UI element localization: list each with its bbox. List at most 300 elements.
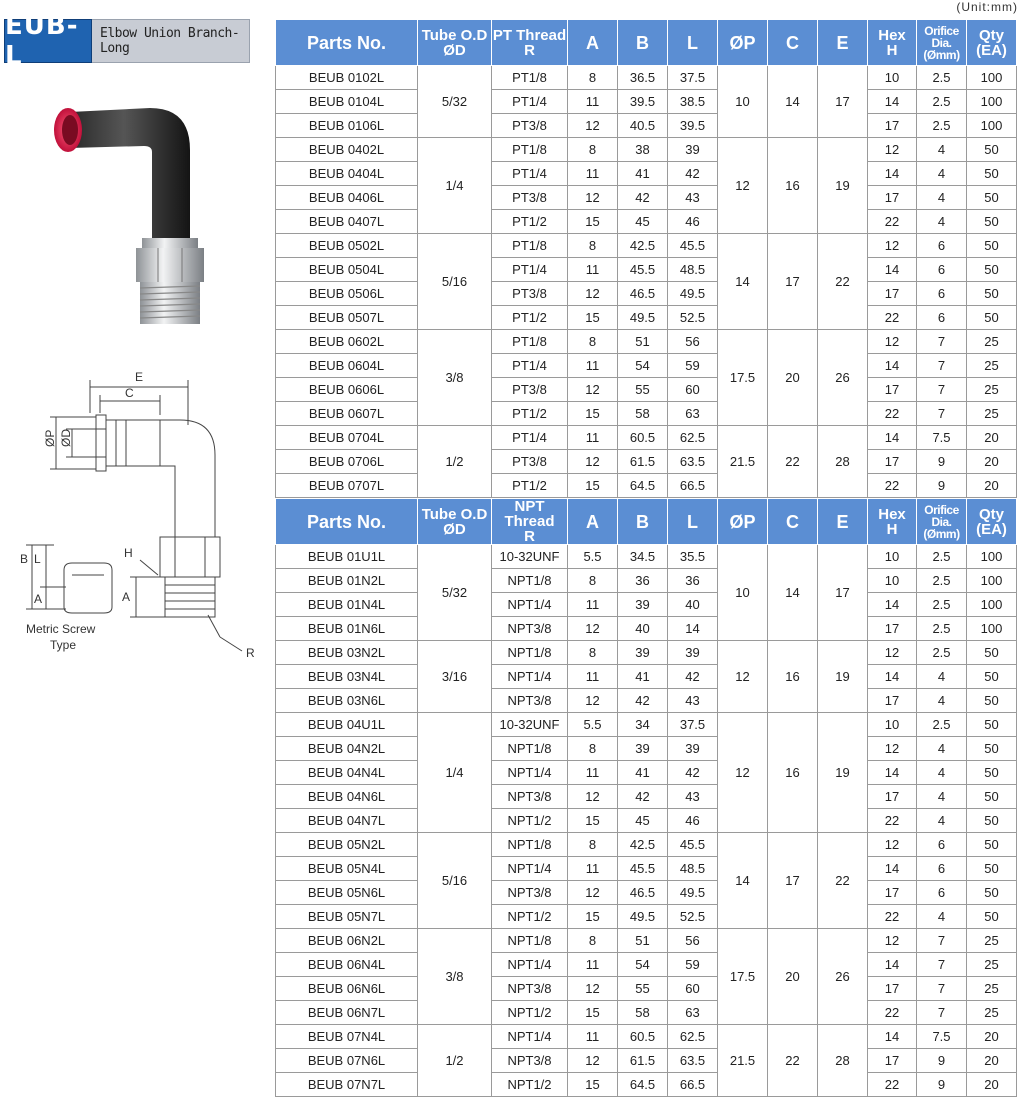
- table-row: [276, 210, 1017, 234]
- cell-thread: PT3/8: [492, 378, 568, 402]
- cell-b: 42.5: [618, 833, 668, 857]
- cell-p: 17.5: [718, 929, 768, 1025]
- cell-a: 15: [568, 402, 618, 426]
- cell-orifice: 2.5: [917, 90, 967, 114]
- cell-l: 56: [668, 929, 718, 953]
- cell-orifice: 7: [917, 929, 967, 953]
- cell-orifice: 4: [917, 809, 967, 833]
- cell-hex: 12: [868, 138, 917, 162]
- cell-qty: 50: [967, 138, 1017, 162]
- cell-hex: 17: [868, 282, 917, 306]
- cell-part-no: BEUB 0504L: [276, 258, 418, 282]
- cell-b: 55: [618, 977, 668, 1001]
- cell-b: 55: [618, 378, 668, 402]
- cell-thread: PT1/2: [492, 306, 568, 330]
- cell-p: 12: [718, 641, 768, 713]
- dim-label-a-right: A: [122, 590, 131, 604]
- cell-hex: 22: [868, 1073, 917, 1097]
- table-row: [276, 450, 1017, 474]
- cell-l: 14: [668, 617, 718, 641]
- cell-qty: 50: [967, 737, 1017, 761]
- cell-l: 43: [668, 785, 718, 809]
- cell-l: 39.5: [668, 114, 718, 138]
- cell-p: 12: [718, 138, 768, 234]
- cell-hex: 22: [868, 402, 917, 426]
- cell-l: 42: [668, 665, 718, 689]
- cell-part-no: BEUB 07N6L: [276, 1049, 418, 1073]
- cell-part-no: BEUB 04N4L: [276, 761, 418, 785]
- cell-a: 11: [568, 426, 618, 450]
- cell-hex: 14: [868, 162, 917, 186]
- cell-b: 61.5: [618, 450, 668, 474]
- cell-p: 17.5: [718, 330, 768, 426]
- cell-thread: NPT1/8: [492, 929, 568, 953]
- cell-l: 35.5: [668, 545, 718, 569]
- cell-e: 17: [818, 545, 868, 641]
- cell-orifice: 6: [917, 306, 967, 330]
- cell-a: 12: [568, 617, 618, 641]
- cell-orifice: 2.5: [917, 593, 967, 617]
- cell-orifice: 6: [917, 857, 967, 881]
- dim-label-c: C: [125, 386, 134, 400]
- col-header-orifice: Orifice Dia. (Ømm): [917, 499, 967, 545]
- cell-qty: 20: [967, 450, 1017, 474]
- cell-qty: 25: [967, 378, 1017, 402]
- cell-p: 10: [718, 66, 768, 138]
- cell-qty: 100: [967, 593, 1017, 617]
- cell-thread: PT1/8: [492, 330, 568, 354]
- cell-e: 28: [818, 426, 868, 498]
- dim-label-a-left: A: [34, 592, 43, 606]
- cell-tube-od: 5/16: [418, 833, 492, 929]
- cell-orifice: 6: [917, 258, 967, 282]
- cell-qty: 100: [967, 569, 1017, 593]
- cell-thread: PT1/2: [492, 402, 568, 426]
- cell-part-no: BEUB 0506L: [276, 282, 418, 306]
- cell-thread: NPT1/4: [492, 953, 568, 977]
- cell-hex: 17: [868, 1049, 917, 1073]
- cell-hex: 22: [868, 1001, 917, 1025]
- cell-l: 63: [668, 402, 718, 426]
- cell-e: 17: [818, 66, 868, 138]
- cell-qty: 100: [967, 90, 1017, 114]
- table-row: [276, 761, 1017, 785]
- cell-e: 26: [818, 330, 868, 426]
- cell-l: 48.5: [668, 258, 718, 282]
- cell-c: 20: [768, 330, 818, 426]
- cell-a: 5.5: [568, 713, 618, 737]
- col-header-qty: Qty (EA): [967, 20, 1017, 66]
- cell-thread: NPT1/8: [492, 737, 568, 761]
- product-title-block: [4, 11, 250, 71]
- cell-e: 26: [818, 929, 868, 1025]
- cell-c: 16: [768, 138, 818, 234]
- dim-label-h: H: [124, 546, 133, 560]
- cell-thread: NPT1/4: [492, 761, 568, 785]
- cell-hex: 12: [868, 833, 917, 857]
- table-row: [276, 426, 1017, 450]
- cell-a: 8: [568, 138, 618, 162]
- cell-a: 12: [568, 1049, 618, 1073]
- cell-l: 37.5: [668, 66, 718, 90]
- cell-l: 36: [668, 569, 718, 593]
- cell-part-no: BEUB 06N7L: [276, 1001, 418, 1025]
- col-header-p: ØP: [718, 20, 768, 66]
- cell-orifice: 7.5: [917, 426, 967, 450]
- unit-note: (Unit:mm): [956, 0, 1018, 14]
- table-row: [276, 258, 1017, 282]
- cell-thread: NPT3/8: [492, 617, 568, 641]
- col-header-l: L: [668, 499, 718, 545]
- cell-tube-od: 3/16: [418, 641, 492, 713]
- cell-b: 49.5: [618, 306, 668, 330]
- cell-a: 12: [568, 450, 618, 474]
- cell-qty: 50: [967, 258, 1017, 282]
- cell-part-no: BEUB 04U1L: [276, 713, 418, 737]
- cell-qty: 50: [967, 306, 1017, 330]
- cell-orifice: 9: [917, 474, 967, 498]
- cell-orifice: 4: [917, 186, 967, 210]
- cell-b: 39: [618, 737, 668, 761]
- cell-hex: 14: [868, 857, 917, 881]
- cell-tube-od: 5/32: [418, 545, 492, 641]
- cell-a: 12: [568, 114, 618, 138]
- cell-b: 49.5: [618, 905, 668, 929]
- cell-part-no: BEUB 0102L: [276, 66, 418, 90]
- cell-b: 64.5: [618, 1073, 668, 1097]
- cell-hex: 14: [868, 90, 917, 114]
- cell-b: 36.5: [618, 66, 668, 90]
- cell-hex: 14: [868, 426, 917, 450]
- dimension-drawing: [20, 365, 270, 685]
- cell-tube-od: 5/32: [418, 66, 492, 138]
- cell-part-no: BEUB 06N4L: [276, 953, 418, 977]
- cell-orifice: 6: [917, 881, 967, 905]
- cell-thread: NPT1/2: [492, 1001, 568, 1025]
- cell-orifice: 4: [917, 665, 967, 689]
- table-row: [276, 641, 1017, 665]
- col-header-parts: Parts No.: [276, 20, 418, 66]
- cell-hex: 10: [868, 569, 917, 593]
- cell-l: 40: [668, 593, 718, 617]
- cell-b: 39: [618, 641, 668, 665]
- table-row: [276, 234, 1017, 258]
- cell-thread: NPT1/8: [492, 641, 568, 665]
- col-header-thread: PT Thread R: [492, 20, 568, 66]
- cell-l: 49.5: [668, 282, 718, 306]
- cell-hex: 14: [868, 761, 917, 785]
- cell-qty: 50: [967, 665, 1017, 689]
- col-header-p: ØP: [718, 499, 768, 545]
- cell-l: 37.5: [668, 713, 718, 737]
- cell-e: 19: [818, 138, 868, 234]
- cell-b: 60.5: [618, 426, 668, 450]
- cell-l: 63: [668, 1001, 718, 1025]
- table-row: [276, 66, 1017, 90]
- cell-a: 11: [568, 761, 618, 785]
- cell-qty: 25: [967, 330, 1017, 354]
- table-row: [276, 953, 1017, 977]
- cell-orifice: 4: [917, 761, 967, 785]
- cell-l: 56: [668, 330, 718, 354]
- cell-qty: 100: [967, 66, 1017, 90]
- cell-a: 8: [568, 330, 618, 354]
- cell-part-no: BEUB 05N4L: [276, 857, 418, 881]
- cell-hex: 12: [868, 737, 917, 761]
- col-header-l: L: [668, 20, 718, 66]
- cell-orifice: 2.5: [917, 617, 967, 641]
- cell-l: 59: [668, 354, 718, 378]
- cell-a: 11: [568, 258, 618, 282]
- col-header-tube: Tube O.D ØD: [418, 499, 492, 545]
- cell-c: 22: [768, 1025, 818, 1097]
- cell-thread: NPT3/8: [492, 785, 568, 809]
- cell-hex: 17: [868, 977, 917, 1001]
- cell-a: 8: [568, 833, 618, 857]
- cell-thread: PT1/8: [492, 234, 568, 258]
- cell-thread: NPT1/4: [492, 593, 568, 617]
- cell-a: 12: [568, 378, 618, 402]
- cell-e: 19: [818, 641, 868, 713]
- cell-l: 42: [668, 162, 718, 186]
- cell-orifice: 7.5: [917, 1025, 967, 1049]
- table-row: [276, 1025, 1017, 1049]
- cell-orifice: 2.5: [917, 569, 967, 593]
- cell-a: 15: [568, 306, 618, 330]
- cell-b: 46.5: [618, 282, 668, 306]
- table-row: [276, 354, 1017, 378]
- dim-label-p: ØP: [43, 429, 57, 447]
- cell-b: 51: [618, 330, 668, 354]
- cell-part-no: BEUB 05N2L: [276, 833, 418, 857]
- table-row: [276, 881, 1017, 905]
- cell-a: 12: [568, 689, 618, 713]
- col-header-a: A: [568, 20, 618, 66]
- cell-hex: 22: [868, 210, 917, 234]
- table-row: [276, 809, 1017, 833]
- cell-qty: 50: [967, 809, 1017, 833]
- cell-orifice: 7: [917, 354, 967, 378]
- cell-b: 42: [618, 689, 668, 713]
- cell-orifice: 7: [917, 330, 967, 354]
- table-row: [276, 378, 1017, 402]
- cell-tube-od: 5/16: [418, 234, 492, 330]
- cell-part-no: BEUB 05N7L: [276, 905, 418, 929]
- cell-part-no: BEUB 01N4L: [276, 593, 418, 617]
- cell-l: 62.5: [668, 426, 718, 450]
- cell-b: 42.5: [618, 234, 668, 258]
- cell-hex: 22: [868, 474, 917, 498]
- cell-b: 34: [618, 713, 668, 737]
- product-name: Elbow Union Branch-Long: [92, 19, 250, 63]
- cell-part-no: BEUB 0402L: [276, 138, 418, 162]
- cell-thread: NPT3/8: [492, 1049, 568, 1073]
- cell-b: 58: [618, 1001, 668, 1025]
- cell-thread: PT1/2: [492, 210, 568, 234]
- cell-thread: PT1/4: [492, 90, 568, 114]
- table-row: [276, 474, 1017, 498]
- cell-b: 40.5: [618, 114, 668, 138]
- cell-l: 52.5: [668, 306, 718, 330]
- table-row: [276, 282, 1017, 306]
- cell-hex: 14: [868, 665, 917, 689]
- cell-qty: 50: [967, 761, 1017, 785]
- cell-l: 43: [668, 186, 718, 210]
- table-row: [276, 162, 1017, 186]
- cell-part-no: BEUB 0407L: [276, 210, 418, 234]
- cell-part-no: BEUB 0404L: [276, 162, 418, 186]
- table-row: [276, 114, 1017, 138]
- table-row: [276, 569, 1017, 593]
- cell-thread: 10-32UNF: [492, 545, 568, 569]
- cell-orifice: 7: [917, 953, 967, 977]
- cell-thread: PT3/8: [492, 282, 568, 306]
- cell-orifice: 4: [917, 138, 967, 162]
- cell-hex: 10: [868, 545, 917, 569]
- cell-b: 45: [618, 809, 668, 833]
- cell-c: 20: [768, 929, 818, 1025]
- table-row: [276, 977, 1017, 1001]
- cell-part-no: BEUB 0607L: [276, 402, 418, 426]
- cell-b: 61.5: [618, 1049, 668, 1073]
- cell-a: 8: [568, 929, 618, 953]
- col-header-hex: Hex H: [868, 499, 917, 545]
- cell-orifice: 9: [917, 1049, 967, 1073]
- cell-e: 28: [818, 1025, 868, 1097]
- cell-part-no: BEUB 0707L: [276, 474, 418, 498]
- cell-part-no: BEUB 01N6L: [276, 617, 418, 641]
- cell-l: 60: [668, 977, 718, 1001]
- dim-label-e: E: [135, 370, 144, 384]
- cell-part-no: BEUB 03N2L: [276, 641, 418, 665]
- cell-a: 15: [568, 1001, 618, 1025]
- dim-label-d: ØD: [59, 429, 73, 447]
- cell-hex: 14: [868, 1025, 917, 1049]
- table-row: [276, 929, 1017, 953]
- col-header-e: E: [818, 20, 868, 66]
- cell-orifice: 4: [917, 785, 967, 809]
- cell-l: 59: [668, 953, 718, 977]
- dim-label-r: R: [246, 646, 255, 660]
- cell-b: 41: [618, 162, 668, 186]
- cell-qty: 100: [967, 545, 1017, 569]
- cell-b: 45.5: [618, 258, 668, 282]
- cell-l: 49.5: [668, 881, 718, 905]
- col-header-b: B: [618, 499, 668, 545]
- cell-a: 11: [568, 857, 618, 881]
- cell-b: 54: [618, 354, 668, 378]
- cell-part-no: BEUB 0406L: [276, 186, 418, 210]
- cell-part-no: BEUB 0604L: [276, 354, 418, 378]
- cell-qty: 50: [967, 881, 1017, 905]
- cell-part-no: BEUB 0106L: [276, 114, 418, 138]
- table-row: [276, 90, 1017, 114]
- cell-orifice: 9: [917, 1073, 967, 1097]
- col-header-tube: Tube O.D ØD: [418, 20, 492, 66]
- cell-l: 43: [668, 689, 718, 713]
- cell-part-no: BEUB 04N6L: [276, 785, 418, 809]
- cell-c: 16: [768, 641, 818, 713]
- cell-a: 8: [568, 737, 618, 761]
- table-row: [276, 785, 1017, 809]
- table-row: [276, 402, 1017, 426]
- table-row: [276, 1049, 1017, 1073]
- cell-orifice: 4: [917, 689, 967, 713]
- cell-qty: 100: [967, 617, 1017, 641]
- cell-l: 46: [668, 809, 718, 833]
- cell-c: 14: [768, 545, 818, 641]
- cell-thread: PT1/4: [492, 258, 568, 282]
- cell-a: 8: [568, 234, 618, 258]
- cell-part-no: BEUB 0606L: [276, 378, 418, 402]
- cell-qty: 25: [967, 929, 1017, 953]
- table-row: [276, 186, 1017, 210]
- cell-qty: 50: [967, 785, 1017, 809]
- cell-a: 8: [568, 569, 618, 593]
- cell-hex: 10: [868, 713, 917, 737]
- cell-c: 14: [768, 66, 818, 138]
- cell-orifice: 6: [917, 234, 967, 258]
- table-row: [276, 905, 1017, 929]
- cell-b: 34.5: [618, 545, 668, 569]
- col-header-hex: Hex H: [868, 20, 917, 66]
- cell-a: 8: [568, 66, 618, 90]
- cell-b: 41: [618, 665, 668, 689]
- cell-c: 17: [768, 234, 818, 330]
- cell-hex: 17: [868, 617, 917, 641]
- cell-orifice: 2.5: [917, 713, 967, 737]
- table-row: [276, 833, 1017, 857]
- cell-orifice: 7: [917, 977, 967, 1001]
- cell-a: 11: [568, 90, 618, 114]
- cell-c: 17: [768, 833, 818, 929]
- cell-l: 39: [668, 138, 718, 162]
- cell-part-no: BEUB 04N2L: [276, 737, 418, 761]
- cell-b: 39.5: [618, 90, 668, 114]
- cell-thread: PT1/8: [492, 138, 568, 162]
- col-header-thread: NPT Thread R: [492, 499, 568, 545]
- cell-orifice: 2.5: [917, 114, 967, 138]
- cell-part-no: BEUB 0507L: [276, 306, 418, 330]
- cell-thread: PT3/8: [492, 114, 568, 138]
- cell-tube-od: 3/8: [418, 330, 492, 426]
- cell-thread: PT1/4: [492, 354, 568, 378]
- dim-label-l: L: [34, 552, 41, 566]
- table-row: [276, 593, 1017, 617]
- cell-qty: 50: [967, 833, 1017, 857]
- npt-table-body: [276, 545, 1017, 1097]
- cell-part-no: BEUB 0706L: [276, 450, 418, 474]
- cell-part-no: BEUB 01U1L: [276, 545, 418, 569]
- cell-qty: 20: [967, 426, 1017, 450]
- cell-qty: 20: [967, 1073, 1017, 1097]
- cell-l: 38.5: [668, 90, 718, 114]
- cell-qty: 50: [967, 857, 1017, 881]
- cell-l: 45.5: [668, 833, 718, 857]
- cell-qty: 50: [967, 186, 1017, 210]
- cell-p: 14: [718, 234, 768, 330]
- cell-qty: 50: [967, 210, 1017, 234]
- cell-orifice: 4: [917, 737, 967, 761]
- cell-hex: 17: [868, 689, 917, 713]
- col-header-qty: Qty (EA): [967, 499, 1017, 545]
- cell-tube-od: 1/4: [418, 138, 492, 234]
- cell-b: 45.5: [618, 857, 668, 881]
- cell-p: 12: [718, 713, 768, 833]
- table-row: [276, 689, 1017, 713]
- cell-c: 16: [768, 713, 818, 833]
- cell-orifice: 4: [917, 210, 967, 234]
